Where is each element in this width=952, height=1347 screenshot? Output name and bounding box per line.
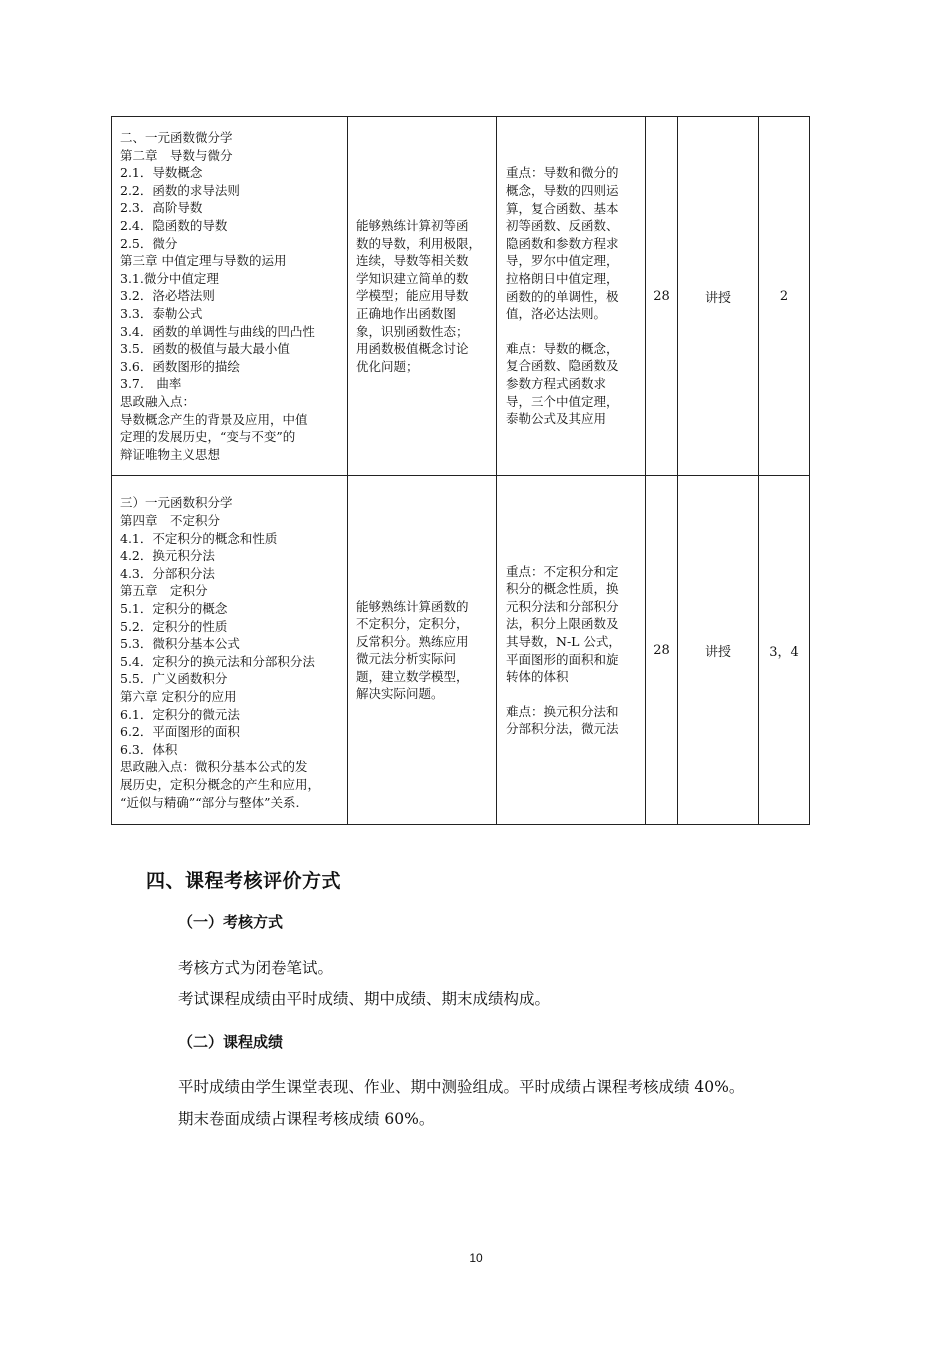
- text-line: 平面图形的面积和旋: [506, 651, 619, 667]
- paragraph: 平时成绩由学生课堂表现、作业、期中测验组成。平时成绩占课程考核成绩 40%。: [178, 1078, 745, 1096]
- hours-cell: 28: [646, 117, 678, 476]
- text-line: 3.4．函数的单调性与曲线的凹凸性: [120, 323, 315, 339]
- key-points-text: [506, 563, 638, 738]
- text-line: 思政融入点：微积分基本公式的发: [120, 759, 308, 775]
- subheading-assessment-method: （一）考核方式: [178, 913, 284, 931]
- text-line: 积分的概念性质，换: [506, 581, 619, 597]
- text-line: 正确地作出函数图: [356, 305, 457, 321]
- goal-text: [356, 217, 490, 375]
- topics-cell: [112, 117, 348, 476]
- table-row: [112, 117, 810, 476]
- text-line: 定理的发展历史，“变与不变”的: [120, 429, 296, 445]
- key-points-cell: [497, 117, 646, 476]
- text-line: 难点：导数的概念，: [506, 340, 619, 356]
- text-line: 函数的的单调性，极: [506, 288, 619, 304]
- text-line: 2.4．隐函数的导数: [120, 217, 228, 233]
- text-line: 解决实际问题。: [356, 686, 444, 702]
- objective-cell: 2: [759, 117, 810, 476]
- text-line: 能够熟练计算函数的: [356, 598, 469, 614]
- text-line: 隐函数和参数方程求: [506, 235, 619, 251]
- text-line: 5.3．微积分基本公式: [120, 636, 240, 652]
- text-line: 5.2．定积分的性质: [120, 618, 228, 634]
- text-line: 题，建立数学模型，: [356, 668, 469, 684]
- text-line: 第五章 定积分: [120, 583, 208, 599]
- text-line: 数的导数，利用极限，: [356, 235, 482, 251]
- paragraph: 期末卷面成绩占课程考核成绩 60%。: [178, 1110, 435, 1128]
- text-line: 用函数极值概念讨论: [356, 341, 469, 357]
- text-line: 参数方程式函数求: [506, 376, 607, 392]
- subheading-course-grade: （二）课程成绩: [178, 1033, 284, 1051]
- text-line: 反常积分。熟练应用: [356, 633, 469, 649]
- text-line: 2.3．高阶导数: [120, 200, 203, 216]
- text-line: 3.6．函数图形的描绘: [120, 358, 240, 374]
- text-line: 分部积分法，微元法: [506, 721, 619, 737]
- section-heading: 四、课程考核评价方式: [146, 870, 342, 892]
- text-line: 象，识别函数性态；: [356, 323, 469, 339]
- course-content-table: [111, 116, 810, 825]
- text-line: 泰勒公式及其应用: [506, 411, 607, 427]
- paragraph: 考核方式为闭卷笔试。: [178, 959, 334, 977]
- text-line: 3.2．洛必塔法则: [120, 288, 215, 304]
- text-line: 4.3．分部积分法: [120, 565, 215, 581]
- text-line: 5.1．定积分的概念: [120, 601, 228, 616]
- text-line: 3.3．泰勒公式: [120, 305, 203, 321]
- key-points-text: [506, 164, 638, 427]
- text-line: [506, 686, 638, 703]
- text-line: 导数概念产生的背景及应用，中值: [120, 411, 308, 427]
- text-line: “近似与精确”“部分与整体”关系.: [120, 794, 300, 810]
- text-line: 不定积分，定积分，: [356, 616, 469, 632]
- text-line: 2.2．函数的求导法则: [120, 182, 240, 198]
- text-line: 辩证唯物主义思想: [120, 446, 221, 462]
- text-line: 导，三个中值定理，: [506, 393, 619, 409]
- text-line: 二、一元函数微分学: [120, 130, 233, 145]
- text-line: 展历史，定积分概念的产生和应用，: [120, 776, 321, 792]
- text-line: 3.1.微分中值定理: [120, 270, 219, 286]
- text-line: 法，积分上限函数及: [506, 616, 619, 632]
- method-cell: 讲授: [678, 117, 759, 476]
- text-line: 算，复合函数、基本: [506, 200, 619, 216]
- key-points-cell: [497, 476, 646, 825]
- text-line: 初等函数、反函数、: [506, 218, 619, 234]
- method-cell: 讲授: [678, 476, 759, 825]
- text-line: 难点：换元积分法和: [506, 703, 619, 719]
- text-line: 第二章 导数与微分: [120, 147, 233, 163]
- text-line: 拉格朗日中值定理，: [506, 271, 619, 287]
- text-line: 第四章 不定积分: [120, 513, 221, 529]
- text-line: 2.5．微分: [120, 235, 178, 251]
- text-line: 第六章 定积分的应用: [120, 688, 237, 704]
- text-line: 6.2．平面图形的面积: [120, 724, 240, 740]
- text-line: 2.1．导数概念: [120, 165, 203, 181]
- text-line: 复合函数、隐函数及: [506, 358, 619, 374]
- text-line: 3.5．函数的极值与最大最小值: [120, 341, 290, 357]
- text-line: 思政融入点：: [120, 393, 196, 409]
- text-line: 4.1．不定积分的概念和性质: [120, 530, 278, 546]
- page-number: 10: [469, 1251, 483, 1265]
- text-line: 元积分法和分部积分: [506, 598, 619, 614]
- text-line: 第三章 中值定理与导数的运用: [120, 253, 287, 269]
- text-line: 微元法分析实际问: [356, 651, 457, 667]
- text-line: 学知识建立简单的数: [356, 270, 469, 286]
- text-line: 值，洛必达法则。: [506, 306, 607, 322]
- text-line: 4.2．换元积分法: [120, 548, 215, 564]
- paragraph: 考试课程成绩由平时成绩、期中成绩、期末成绩构成。: [178, 990, 551, 1008]
- text-line: 其导数，N-L 公式，: [506, 633, 621, 649]
- text-line: 学模型；能应用导数: [356, 288, 469, 304]
- objective-cell: 3，4: [759, 476, 810, 825]
- goal-cell: [348, 117, 497, 476]
- goal-text: [356, 598, 490, 704]
- goal-cell: [348, 476, 497, 825]
- topics-cell: [112, 476, 348, 825]
- hours-cell: 28: [646, 476, 678, 825]
- text-line: 优化问题；: [356, 358, 419, 374]
- text-line: 5.4．定积分的换元法和分部积分法: [120, 653, 315, 669]
- text-line: 重点：不定积分和定: [506, 563, 619, 579]
- text-line: 重点：导数和微分的: [506, 165, 619, 181]
- table-row: [112, 476, 810, 825]
- topics-list: [120, 494, 342, 811]
- text-line: 5.5．广义函数积分: [120, 671, 228, 687]
- text-line: 能够熟练计算初等函: [356, 217, 469, 233]
- text-line: 概念，导数的四则运: [506, 183, 619, 199]
- text-line: 连续，导数等相关数: [356, 253, 469, 269]
- text-line: 6.1．定积分的微元法: [120, 706, 240, 722]
- text-line: 3.7. 曲率: [120, 376, 182, 392]
- text-line: 转体的体积: [506, 669, 569, 685]
- text-line: [506, 323, 638, 340]
- topics-list: [120, 129, 342, 463]
- text-line: 导，罗尔中值定理，: [506, 253, 619, 269]
- text-line: 6.3．体积: [120, 741, 178, 757]
- text-line: 三）一元函数积分学: [120, 495, 233, 511]
